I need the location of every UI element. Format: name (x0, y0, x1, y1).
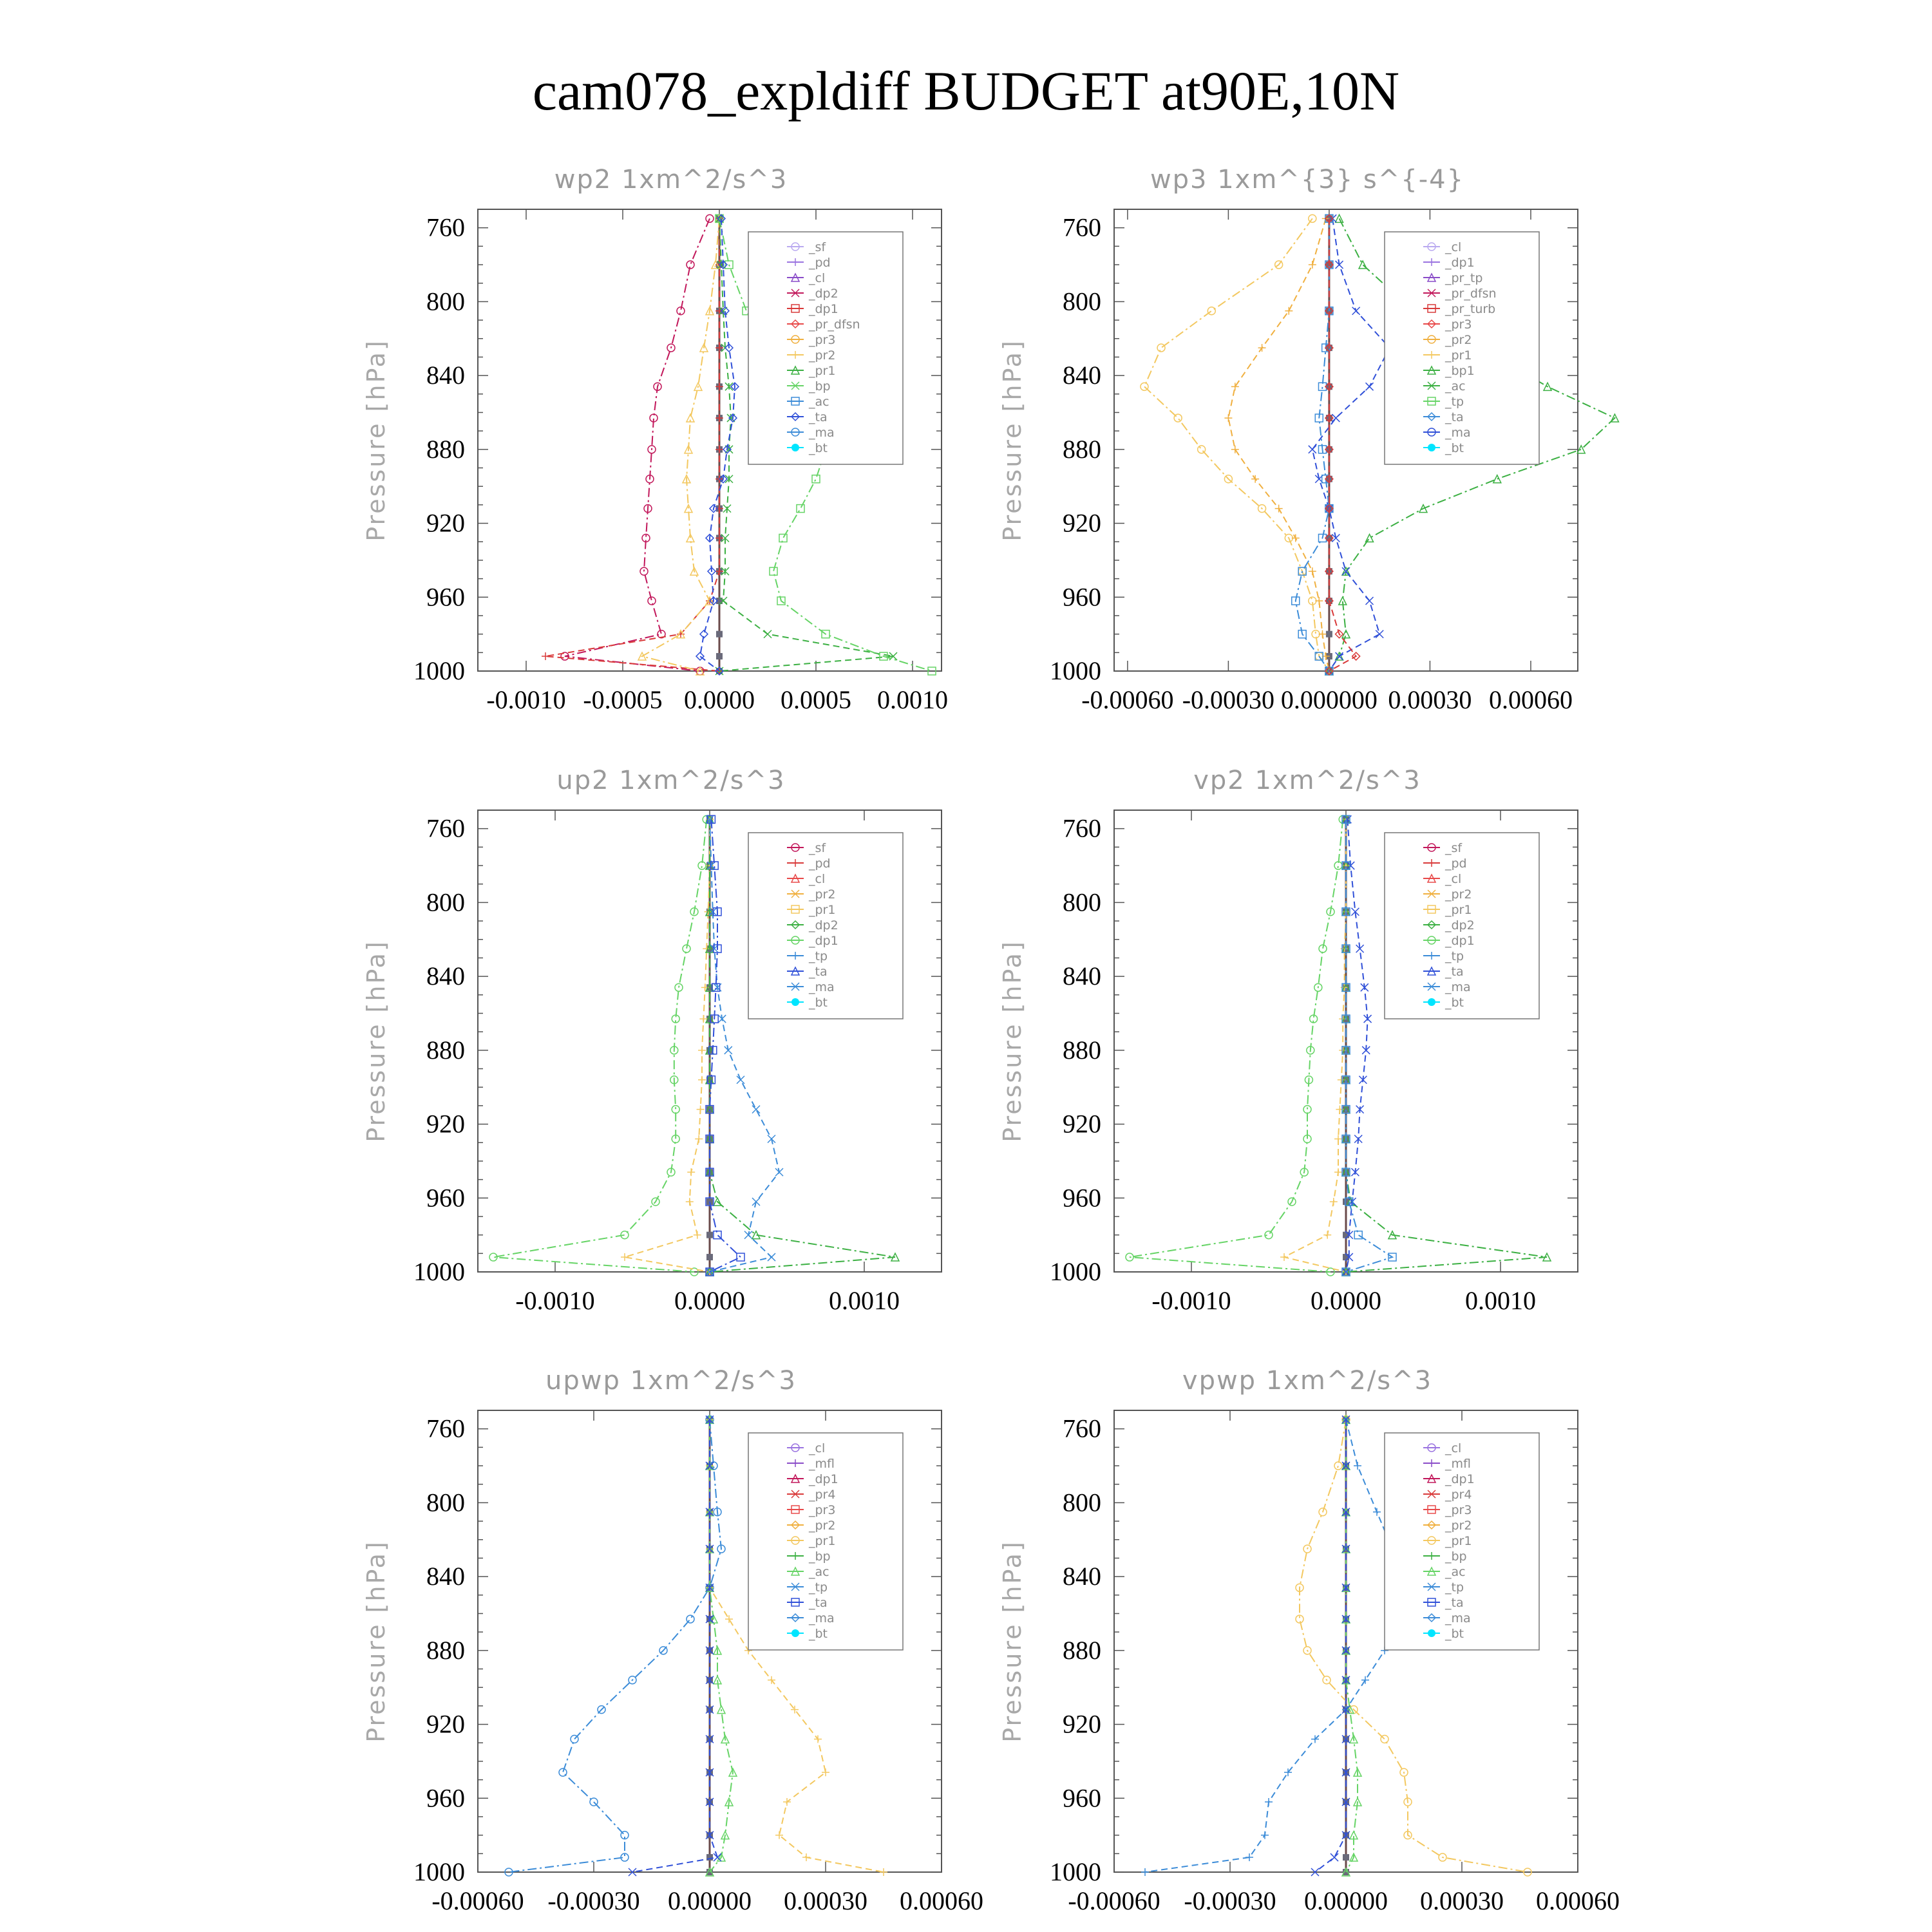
legend-marker (791, 1629, 799, 1637)
data-point (768, 1253, 775, 1261)
y-tick-label: 800 (1063, 887, 1101, 917)
y-tick-label: 840 (1063, 961, 1101, 991)
panel-1 (362, 165, 948, 714)
legend-label: _mfl (1445, 1457, 1471, 1471)
y-tick-label: 920 (426, 508, 465, 538)
y-tick-label: 840 (426, 361, 465, 390)
legend (748, 833, 903, 1019)
x-tick-label: -0.00030 (1182, 685, 1275, 714)
data-point (672, 1106, 679, 1113)
data-point (1354, 1462, 1361, 1470)
y-tick-label: 800 (1063, 1488, 1101, 1517)
series-line (545, 218, 719, 671)
y-tick-label: 800 (426, 287, 465, 316)
legend (1385, 1433, 1539, 1650)
legend-label: _pd (1445, 857, 1467, 871)
series-line (710, 1419, 733, 1872)
zero-series-marker (1343, 1232, 1349, 1238)
y-tick-label: 920 (426, 1109, 465, 1139)
data-point (714, 1853, 721, 1861)
x-tick-label: 0.0000 (674, 1286, 745, 1315)
legend-label: _ma (1445, 1611, 1471, 1625)
legend-label: _ma (809, 426, 835, 440)
legend-label: _ac (1445, 1565, 1466, 1579)
panel-title: wp3 1xm^{3} s^{-4} (1150, 165, 1465, 194)
legend-label: _pr3 (1445, 317, 1472, 332)
x-tick-label: 0.000000 (1280, 685, 1378, 714)
x-tick-label: 0.00060 (900, 1886, 983, 1915)
legend-label: _ma (1445, 980, 1471, 994)
legend-label: _ac (809, 395, 829, 409)
y-tick-label: 920 (1063, 508, 1101, 538)
legend-label: _dp2 (1445, 918, 1475, 933)
legend-label: _sf (809, 841, 826, 855)
series-line (632, 1419, 717, 1872)
legend (748, 1433, 903, 1650)
series-pr3 (1224, 214, 1333, 675)
legend-marker (1428, 444, 1435, 451)
legend-label: _dp1 (809, 1472, 838, 1486)
x-tick-label: 0.0000 (684, 685, 755, 714)
data-point (1141, 383, 1148, 390)
panel-title: up2 1xm^2/s^3 (556, 766, 786, 795)
data-point (752, 1106, 760, 1113)
x-tick-label: 0.00030 (784, 1886, 867, 1915)
legend (1385, 232, 1539, 464)
data-point (1373, 1508, 1381, 1516)
legend-label: _pr_dfsn (809, 317, 860, 332)
y-axis-label: Pressure [hPa] (362, 339, 390, 542)
series-dp2 (561, 214, 714, 675)
series-line (1130, 819, 1343, 1272)
zero-series-marker (1326, 631, 1332, 638)
legend-label: _pr1 (1445, 903, 1472, 917)
data-point (737, 1076, 744, 1084)
legend-label: _pr1 (809, 364, 836, 378)
legend-label: _pr1 (1445, 348, 1472, 363)
y-tick-label: 880 (426, 1635, 465, 1665)
series-line (493, 819, 706, 1272)
legend-label: _pr2 (1445, 1519, 1472, 1533)
data-point (725, 1615, 733, 1623)
y-tick-label: 960 (426, 1183, 465, 1213)
data-point (1381, 1736, 1388, 1743)
x-tick-label: -0.0010 (515, 1286, 595, 1315)
legend-label: _pr4 (809, 1488, 836, 1502)
y-tick-label: 880 (1063, 434, 1101, 464)
legend-label: _tp (1445, 1580, 1464, 1595)
data-point (1261, 1832, 1269, 1839)
y-axis-label: Pressure [hPa] (998, 339, 1027, 542)
series-ta (1309, 214, 1394, 675)
legend-label: _dp1 (1445, 934, 1475, 948)
data-point (1141, 1868, 1149, 1876)
y-tick-label: 840 (1063, 1562, 1101, 1591)
y-tick-label: 960 (1063, 1183, 1101, 1213)
x-tick-label: 0.0000 (1311, 1286, 1381, 1315)
data-point (1208, 307, 1215, 315)
y-tick-label: 760 (426, 213, 465, 242)
legend-label: _ma (1445, 426, 1471, 440)
legend-label: _ma (809, 1611, 835, 1625)
legend-label: _sf (1445, 841, 1463, 855)
data-point (1303, 1106, 1311, 1113)
series-line (509, 1419, 721, 1872)
legend-label: _pr4 (1445, 1488, 1472, 1502)
series-dp1 (542, 214, 723, 675)
x-tick-label: 0.00060 (1488, 685, 1573, 714)
series-dp1 (489, 815, 710, 1276)
x-tick-label: 0.0010 (1465, 1286, 1536, 1315)
legend-label: _ta (1445, 1596, 1464, 1610)
y-tick-label: 1000 (413, 1257, 465, 1286)
x-tick-label: -0.0010 (486, 685, 566, 714)
data-point (1331, 1853, 1338, 1861)
y-tick-label: 1000 (413, 656, 465, 685)
data-point (1258, 344, 1266, 352)
data-point (559, 1768, 567, 1776)
data-point (1352, 307, 1360, 315)
data-point (1315, 597, 1323, 605)
data-point (648, 597, 656, 605)
x-tick-label: 0.0005 (781, 685, 851, 714)
legend-label: _tp (1445, 949, 1464, 963)
legend-marker (1428, 998, 1435, 1006)
legend-label: _cl (1445, 240, 1462, 254)
legend-label: _bt (809, 1627, 828, 1641)
data-point (779, 535, 787, 542)
y-tick-label: 880 (426, 1035, 465, 1065)
y-tick-label: 840 (1063, 361, 1101, 390)
x-tick-label: 0.00030 (1420, 1886, 1504, 1915)
series-dp1 (1126, 815, 1347, 1276)
x-tick-label: -0.00030 (1184, 1886, 1276, 1915)
legend-label: _bt (1445, 441, 1464, 455)
legend-label: _dp2 (809, 287, 838, 301)
y-tick-label: 920 (426, 1709, 465, 1739)
y-tick-label: 960 (1063, 582, 1101, 612)
data-point (880, 1868, 887, 1876)
legend-label: _tp (809, 949, 828, 963)
data-point (1265, 1798, 1273, 1806)
series-line (1312, 218, 1390, 671)
data-point (1309, 567, 1316, 575)
data-point (698, 1046, 706, 1054)
data-point (1280, 1253, 1288, 1261)
y-tick-label: 1000 (1050, 656, 1101, 685)
y-tick-label: 840 (426, 1562, 465, 1591)
y-axis-label: Pressure [hPa] (998, 940, 1027, 1142)
data-point (770, 567, 777, 575)
zero-series-marker (706, 1232, 713, 1238)
data-point (1366, 383, 1374, 390)
x-tick-label: 0.00000 (668, 1886, 752, 1915)
data-point (686, 1198, 694, 1206)
legend-marker (1428, 1629, 1435, 1637)
legend-label: _cl (1445, 1441, 1462, 1455)
data-point (1376, 630, 1383, 638)
data-point (694, 1231, 701, 1239)
data-point (697, 1106, 705, 1113)
legend-label: _dp1 (1445, 1472, 1475, 1486)
data-point (1334, 1135, 1342, 1143)
x-tick-label: -0.00060 (431, 1886, 524, 1915)
data-point (1336, 652, 1343, 660)
data-point (1231, 446, 1239, 453)
legend-label: _pr3 (809, 333, 836, 347)
series-ta (629, 1416, 721, 1876)
x-tick-label: -0.00030 (547, 1886, 640, 1915)
series-line (625, 819, 710, 1272)
figure-title: cam078_expldiff BUDGET at90E,10N (532, 60, 1400, 122)
legend-label: _bt (1445, 996, 1464, 1010)
x-tick-label: 0.00060 (1536, 1886, 1620, 1915)
y-tick-label: 760 (426, 813, 465, 843)
data-point (1493, 475, 1501, 483)
legend-label: _pr3 (1445, 1503, 1472, 1517)
legend-label: _cl (809, 1441, 826, 1455)
legend (748, 232, 903, 464)
panel-3 (362, 766, 942, 1315)
zero-series-marker (1343, 1254, 1349, 1260)
legend-label: _cl (1445, 872, 1462, 886)
legend-label: _ac (1445, 379, 1466, 393)
y-tick-label: 960 (426, 582, 465, 612)
legend-label: _pr_turb (1445, 302, 1496, 316)
series-tp (505, 1416, 725, 1876)
data-point (687, 1168, 695, 1176)
legend-label: _pr_tp (1445, 271, 1483, 285)
legend-label: _ta (809, 1596, 828, 1610)
data-point (797, 505, 804, 513)
data-point (542, 652, 549, 660)
legend-label: _cl (809, 271, 826, 285)
legend-label: _cl (809, 872, 826, 886)
data-point (737, 1253, 744, 1261)
series-tp (1141, 1416, 1404, 1876)
y-axis-label: Pressure [hPa] (362, 1540, 390, 1743)
x-tick-label: 0.00000 (1304, 1886, 1388, 1915)
zero-series-marker (716, 631, 723, 638)
data-point (802, 1853, 810, 1861)
series-line (1228, 218, 1329, 671)
legend-label: _pr3 (809, 1503, 836, 1517)
legend-label: _bt (809, 996, 828, 1010)
x-tick-label: 0.0010 (829, 1286, 900, 1315)
legend-label: _tp (1445, 395, 1464, 409)
data-point (1157, 344, 1165, 352)
y-tick-label: 880 (426, 434, 465, 464)
data-point (1318, 630, 1326, 638)
data-point (1334, 1168, 1342, 1176)
y-tick-label: 1000 (1050, 1857, 1101, 1886)
data-point (1198, 446, 1206, 453)
data-point (687, 1615, 694, 1623)
panel-6 (998, 1366, 1620, 1915)
data-point (685, 505, 692, 513)
zero-series-marker (706, 1254, 713, 1260)
x-tick-label: -0.00060 (1081, 685, 1174, 714)
y-tick-label: 800 (426, 887, 465, 917)
data-point (1334, 1462, 1342, 1470)
series-pr1 (621, 815, 714, 1276)
legend-label: _bp (1445, 1549, 1467, 1564)
y-tick-label: 1000 (413, 1857, 465, 1886)
data-point (571, 1736, 578, 1743)
legend-label: _bp (809, 1549, 831, 1564)
y-axis-label: Pressure [hPa] (362, 940, 390, 1142)
data-point (1292, 535, 1300, 542)
legend-label: _ta (809, 410, 828, 424)
panel-4 (998, 766, 1578, 1315)
y-tick-label: 920 (1063, 1709, 1101, 1739)
x-tick-label: 0.00030 (1388, 685, 1472, 714)
y-tick-label: 800 (426, 1488, 465, 1517)
data-point (1323, 1231, 1331, 1239)
legend-label: _sf (809, 240, 826, 254)
legend-label: _pr1 (1445, 1534, 1472, 1548)
y-tick-label: 800 (1063, 287, 1101, 316)
y-tick-label: 760 (426, 1414, 465, 1443)
legend-label: _bt (1445, 1627, 1464, 1641)
legend-label: _dp1 (809, 934, 838, 948)
zero-series-marker (1343, 1854, 1349, 1861)
legend-label: _dp2 (809, 918, 838, 933)
data-point (621, 1253, 629, 1261)
legend-label: _ta (1445, 965, 1464, 979)
data-point (1251, 475, 1259, 483)
x-tick-label: -0.0005 (583, 685, 663, 714)
y-tick-label: 840 (426, 961, 465, 991)
legend-label: _tp (809, 1580, 828, 1595)
legend-label: _bp1 (1445, 364, 1475, 378)
series-line (1284, 819, 1346, 1272)
legend-label: _ma (809, 980, 835, 994)
data-point (1366, 535, 1374, 542)
legend-label: _pr2 (1445, 887, 1472, 902)
x-tick-label: 0.0010 (877, 685, 948, 714)
data-point (1330, 1198, 1338, 1206)
data-point (1309, 261, 1316, 269)
legend-label: _pd (809, 256, 831, 270)
series-pr1 (1280, 815, 1350, 1276)
legend (1385, 833, 1539, 1019)
legend-label: _pr2 (809, 348, 836, 363)
series-pr2 (1141, 214, 1333, 675)
panels (362, 165, 1620, 1915)
legend-label: _pr_dfsn (1445, 287, 1497, 301)
data-point (1275, 505, 1283, 513)
y-tick-label: 1000 (1050, 1257, 1101, 1286)
panel-2 (998, 165, 1618, 714)
series-line (565, 218, 710, 671)
data-point (695, 1135, 703, 1143)
legend-label: _pd (809, 857, 831, 871)
legend-marker (791, 444, 799, 451)
panel-title: upwp 1xm^2/s^3 (545, 1366, 797, 1396)
series-pr2 (638, 214, 723, 675)
series-ta (696, 214, 739, 675)
data-point (1174, 414, 1182, 422)
y-tick-label: 760 (1063, 1414, 1101, 1443)
legend-label: _ta (1445, 410, 1464, 424)
data-point (698, 1076, 706, 1084)
y-tick-label: 760 (1063, 813, 1101, 843)
y-tick-label: 960 (1063, 1783, 1101, 1813)
legend-label: _bp (809, 379, 831, 393)
legend-label: _mfl (809, 1457, 835, 1471)
data-point (812, 475, 820, 483)
data-point (1354, 1231, 1362, 1239)
y-tick-label: 760 (1063, 213, 1101, 242)
y-axis-label: Pressure [hPa] (998, 1540, 1027, 1743)
y-tick-label: 960 (426, 1783, 465, 1813)
data-point (1224, 414, 1232, 422)
legend-label: _ta (809, 965, 828, 979)
legend-label: _pr2 (809, 887, 836, 902)
data-point (764, 630, 772, 638)
legend-label: _ac (809, 1565, 829, 1579)
data-point (1361, 1676, 1369, 1684)
legend-marker (791, 998, 799, 1006)
panel-5 (362, 1366, 983, 1915)
series-ta (1311, 1416, 1350, 1876)
data-point (1245, 1853, 1253, 1861)
x-tick-label: -0.0010 (1151, 1286, 1231, 1315)
panel-title: vpwp 1xm^2/s^3 (1182, 1366, 1433, 1396)
data-point (1366, 597, 1374, 605)
legend-label: _pr1 (809, 1534, 836, 1548)
legend-label: _pr2 (1445, 333, 1472, 347)
zero-series-marker (716, 653, 723, 659)
data-point (1309, 446, 1316, 453)
legend-label: _dp1 (809, 302, 838, 316)
legend-label: _pr2 (809, 1519, 836, 1533)
panel-title: wp2 1xm^2/s^3 (554, 165, 788, 194)
legend-label: _pr1 (809, 903, 836, 917)
y-tick-label: 920 (1063, 1109, 1101, 1139)
data-point (1231, 383, 1239, 390)
series-line (1145, 1419, 1400, 1872)
y-tick-label: 880 (1063, 1035, 1101, 1065)
legend-label: _bt (809, 441, 828, 455)
legend-label: _dp1 (1445, 256, 1475, 270)
panel-title: vp2 1xm^2/s^3 (1193, 766, 1421, 795)
x-tick-label: -0.00060 (1068, 1886, 1160, 1915)
y-tick-label: 880 (1063, 1635, 1101, 1665)
